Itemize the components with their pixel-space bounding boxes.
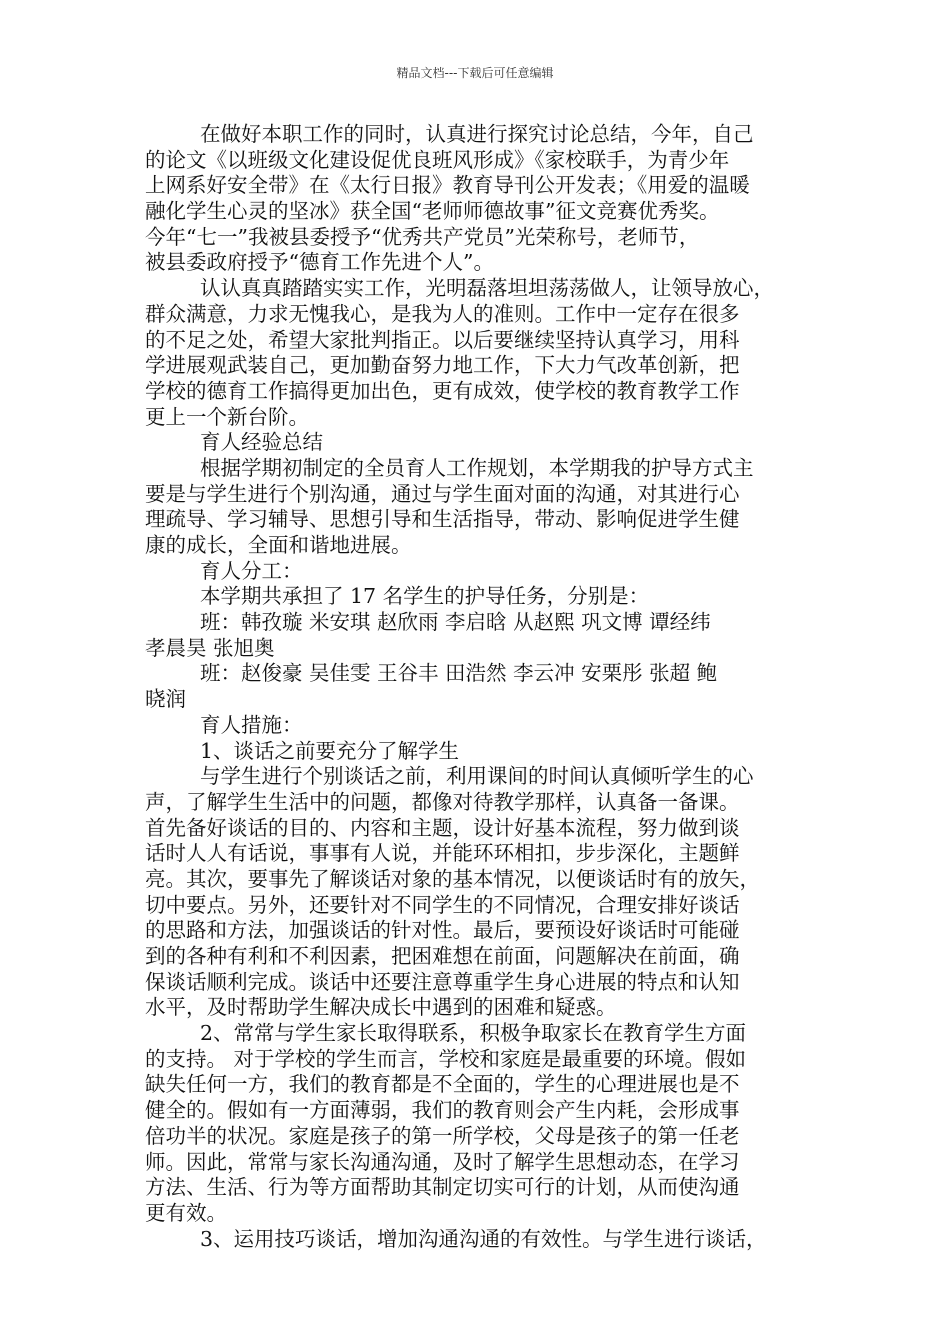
student-list-line: 晓润 <box>145 687 186 712</box>
text-line: 今年“七一”我被县委授予“优秀共产党员”光荣称号，老师节， <box>145 224 700 249</box>
text-line: 根据学期初制定的全员育人工作规划，本学期我的护导方式主 <box>200 455 754 480</box>
text-line: 倍功半的状况。家庭是孩子的第一所学校，父母是孩子的第一任老 <box>145 1123 740 1148</box>
text-line: 保谈话顺利完成。谈话中还要注意尊重学生身心进展的特点和认知 <box>145 969 740 994</box>
text-line: 方法、生活、行为等方面帮助其制定切实可行的计划，从而使沟通 <box>145 1175 740 1200</box>
text-line: 首先备好谈话的目的、内容和主题，设计好基本流程，努力做到谈 <box>145 815 740 840</box>
section-heading: 育人分工： <box>200 558 303 583</box>
text-line: 的支持。 对于学校的学生而言，学校和家庭是最重要的环境。假如 <box>145 1046 747 1071</box>
list-item-heading: 3、运用技巧谈话，增加沟通沟通的有效性。与学生进行谈话， <box>200 1226 767 1251</box>
text-line: 学校的德育工作搞得更加出色，更有成效，使学校的教育教学工作 <box>145 378 740 403</box>
section-heading: 育人经验总结 <box>200 430 323 455</box>
text-line: 水平，及时帮助学生解决成长中遇到的困难和疑惑。 <box>145 995 617 1020</box>
list-item-heading: 1、谈话之前要充分了解学生 <box>200 738 460 763</box>
text-line: 更上一个新台阶。 <box>145 404 309 429</box>
text-line: 学进展观武装自己，更加勤奋努力地工作，下大力气改革创新，把 <box>145 353 740 378</box>
document-body <box>145 122 811 1252</box>
text-line: 更有效。 <box>145 1200 227 1225</box>
text-line: 上网系好安全带》在《太行日报》教育导刊公开发表；《用爱的温暖 <box>145 173 750 198</box>
text-line: 康的成长，全面和谐地进展。 <box>145 533 412 557</box>
student-list-line: 班：赵俊豪 吴佳雯 王谷丰 田浩然 李云冲 安栗彤 张超 鲍 <box>200 661 718 686</box>
text-line: 的论文《以班级文化建设促优良班风形成》《家校联手，为青少年 <box>145 147 730 172</box>
text-line: 融化学生心灵的坚冰》获全国“老师师德故事”征文竞赛优秀奖。 <box>145 199 720 224</box>
text-line: 的思路和方法，加强谈话的针对性。最后，要预设好谈话时可能碰 <box>145 918 740 943</box>
page-header: 精品文档---下载后可任意编辑 <box>396 66 554 80</box>
text-line: 到的各种有利和不利因素，把困难想在前面，问题解决在前面，确 <box>145 944 740 968</box>
text-line: 本学期共承担了 17 名学生的护导任务，分别是： <box>200 584 650 609</box>
text-line: 群众满意，力求无愧我心，是我为人的准则。工作中一定存在很多 <box>145 301 740 326</box>
text-line: 被县委政府授予“德育工作先进个人”。 <box>145 250 494 275</box>
text-line: 认认真真踏踏实实工作，光明磊落坦坦荡荡做人，让领导放心， <box>200 276 774 301</box>
section-heading: 育人措施： <box>200 712 303 737</box>
text-line: 在做好本职工作的同时，认真进行探究讨论总结，今年，自己 <box>200 122 754 146</box>
student-list-line: 班：韩孜璇 米安琪 赵欣雨 李启晗 从赵熙 巩文博 谭经纬 <box>200 610 711 635</box>
text-line: 理疏导、学习辅导、思想引导和生活指导，带动、影响促进学生健 <box>145 507 740 532</box>
text-line: 要是与学生进行个别沟通，通过与学生面对面的沟通，对其进行心 <box>145 481 740 506</box>
text-line: 与学生进行个别谈话之前，利用课间的时间认真倾听学生的心 <box>200 764 754 789</box>
text-line: 切中要点。另外，还要针对不同学生的不同情况，合理安排好谈话 <box>145 892 740 917</box>
text-line: 健全的。假如有一方面薄弱，我们的教育则会产生内耗，会形成事 <box>145 1098 740 1123</box>
list-item-heading: 2、常常与学生家长取得联系，积极争取家长在教育学生方面 <box>200 1021 747 1046</box>
text-line: 亮。其次，要事先了解谈话对象的基本情况，以便谈话时有的放矢， <box>145 866 760 891</box>
text-line: 师。因此，常常与家长沟通沟通，及时了解学生思想动态，在学习 <box>145 1149 740 1174</box>
text-line: 的不足之处，希望大家批判指正。以后要继续坚持认真学习，用科 <box>145 327 740 352</box>
text-line: 缺失任何一方，我们的教育都是不全面的，学生的心理进展也是不 <box>145 1072 740 1097</box>
student-list-line: 孝晨昊 张旭奥 <box>145 635 275 660</box>
text-line: 话时人人有话说，事事有人说，并能环环相扣，步步深化，主题鲜 <box>145 841 740 866</box>
text-line: 声，了解学生生活中的问题，都像对待教学那样，认真备一备课。 <box>145 789 740 814</box>
